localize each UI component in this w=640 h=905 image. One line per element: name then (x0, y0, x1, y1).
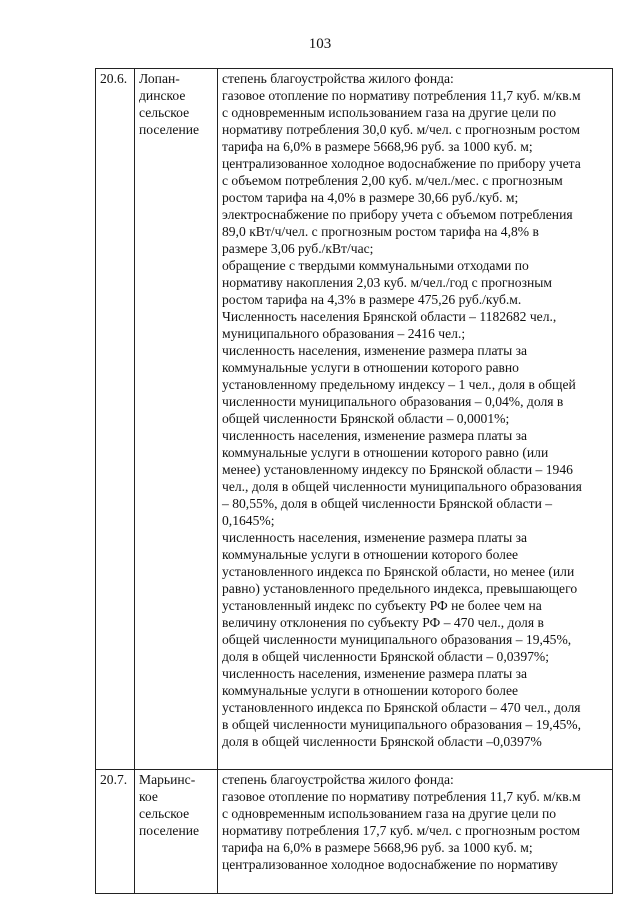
description-line: степень благоустройства жилого фонда: (222, 71, 454, 86)
description-line: коммунальные услуги в отношении которого равно (или (222, 445, 549, 460)
description-line: тарифа на 6,0% в размере 5668,96 руб. за 1000 куб. м; (222, 139, 533, 154)
settlement-name-line: кое (139, 789, 158, 804)
description-line: равно) установленного предельного индекса, превышающего (222, 581, 578, 596)
description-line: коммунальные услуги в отношении которого более (222, 547, 519, 562)
description-line: газовое отопление по нормативу потребления 11,7 куб. м/кв.м (222, 789, 581, 804)
description-line: централизованное холодное водоснабжение по прибору учета (222, 156, 581, 171)
page-number: 103 (308, 36, 332, 52)
description-line: нормативу потребления 30,0 куб. м/чел. с прогнозным ростом (222, 122, 580, 137)
description-line: установленного индекса по Брянской области, но менее (или (222, 564, 575, 579)
description-line: численности муниципального образования – 0,04%, доля в (222, 394, 564, 409)
settlement-name (135, 770, 218, 894)
description-line: ростом тарифа на 4,3% в размере 475,26 руб./куб.м. (222, 292, 522, 307)
description-line: муниципального образования – 2416 чел.; (222, 326, 466, 341)
description-line: численность населения, изменение размера платы за (222, 530, 528, 545)
settlement-name-line: Марьинс- (139, 772, 196, 787)
description-line: установленного индекса по Брянской области – 470 чел., доля (222, 700, 581, 715)
description-line: численность населения, изменение размера платы за (222, 666, 528, 681)
description-line: Численность населения Брянской области – 1182682 чел., (222, 309, 557, 324)
settlement-name (135, 69, 218, 770)
description-line: с одновременным использованием газа на другие цели по (222, 806, 557, 821)
description-line: численность населения, изменение размера платы за (222, 428, 528, 443)
settlement-description (218, 69, 613, 770)
description-line: тарифа на 6,0% в размере 5668,96 руб. за 1000 куб. м; (222, 840, 533, 855)
description-line: величину отклонения по субъекту РФ – 470 чел., доля в (222, 615, 544, 630)
description-line: нормативу накопления 2,03 куб. м/чел./год с прогнозным (222, 275, 552, 290)
description-line: обращение с твердыми коммунальными отходами по (222, 258, 529, 273)
settlement-name-line: поселение (139, 122, 200, 137)
settlement-name-line: динское (139, 88, 186, 103)
description-line: численность населения, изменение размера платы за (222, 343, 528, 358)
description-line: с объемом потребления 2,00 куб. м/чел./мес. с прогнозным (222, 173, 563, 188)
description-line: централизованное холодное водоснабжение по нормативу (222, 857, 558, 872)
description-line: менее) установленному индексу по Брянской области – 1946 (222, 462, 573, 477)
description-line: в общей численности муниципального образования – 19,45%, (222, 717, 582, 732)
row-number: 20.7. (96, 770, 135, 894)
description-line: установленному предельному индексу – 1 чел., доля в общей (222, 377, 576, 392)
description-line: коммунальные услуги в отношении которого равно (222, 360, 519, 375)
row-number: 20.6. (96, 69, 135, 770)
description-line: размере 3,06 руб./кВт/час; (222, 241, 374, 256)
settlement-name-line: сельское (139, 105, 190, 120)
table-row (96, 69, 613, 770)
description-line: степень благоустройства жилого фонда: (222, 772, 454, 787)
description-line: чел., доля в общей численности муниципального образования (222, 479, 582, 494)
settlement-name-line: сельское (139, 806, 190, 821)
description-line: – 80,55%, доля в общей численности Брянской области – (222, 496, 553, 511)
description-line: коммунальные услуги в отношении которого более (222, 683, 519, 698)
description-line: нормативу потребления 17,7 куб. м/чел. с прогнозным ростом (222, 823, 580, 838)
description-line: 89,0 кВт/ч/чел. с прогнозным ростом тарифа на 4,8% в (222, 224, 539, 239)
settlements-table (95, 68, 613, 894)
description-line: газовое отопление по нормативу потребления 11,7 куб. м/кв.м (222, 88, 581, 103)
description-line: 0,1645%; (222, 513, 275, 528)
description-line: электроснабжение по прибору учета с объемом потребления (222, 207, 573, 222)
description-line: общей численности Брянской области – 0,0001%; (222, 411, 510, 426)
settlement-description (218, 770, 613, 894)
table-row (96, 770, 613, 894)
description-line: ростом тарифа на 4,0% в размере 30,66 руб./куб. м; (222, 190, 519, 205)
description-line: общей численности муниципального образования – 19,45%, (222, 632, 572, 647)
description-line: установленный индекс по субъекту РФ не более чем на (222, 598, 542, 613)
description-line: с одновременным использованием газа на другие цели по (222, 105, 557, 120)
description-line: доля в общей численности Брянской области –0,0397% (222, 734, 542, 749)
settlement-name-line: поселение (139, 823, 200, 838)
settlement-name-line: Лопан- (139, 71, 180, 86)
description-line: доля в общей численности Брянской области – 0,0397%; (222, 649, 550, 664)
